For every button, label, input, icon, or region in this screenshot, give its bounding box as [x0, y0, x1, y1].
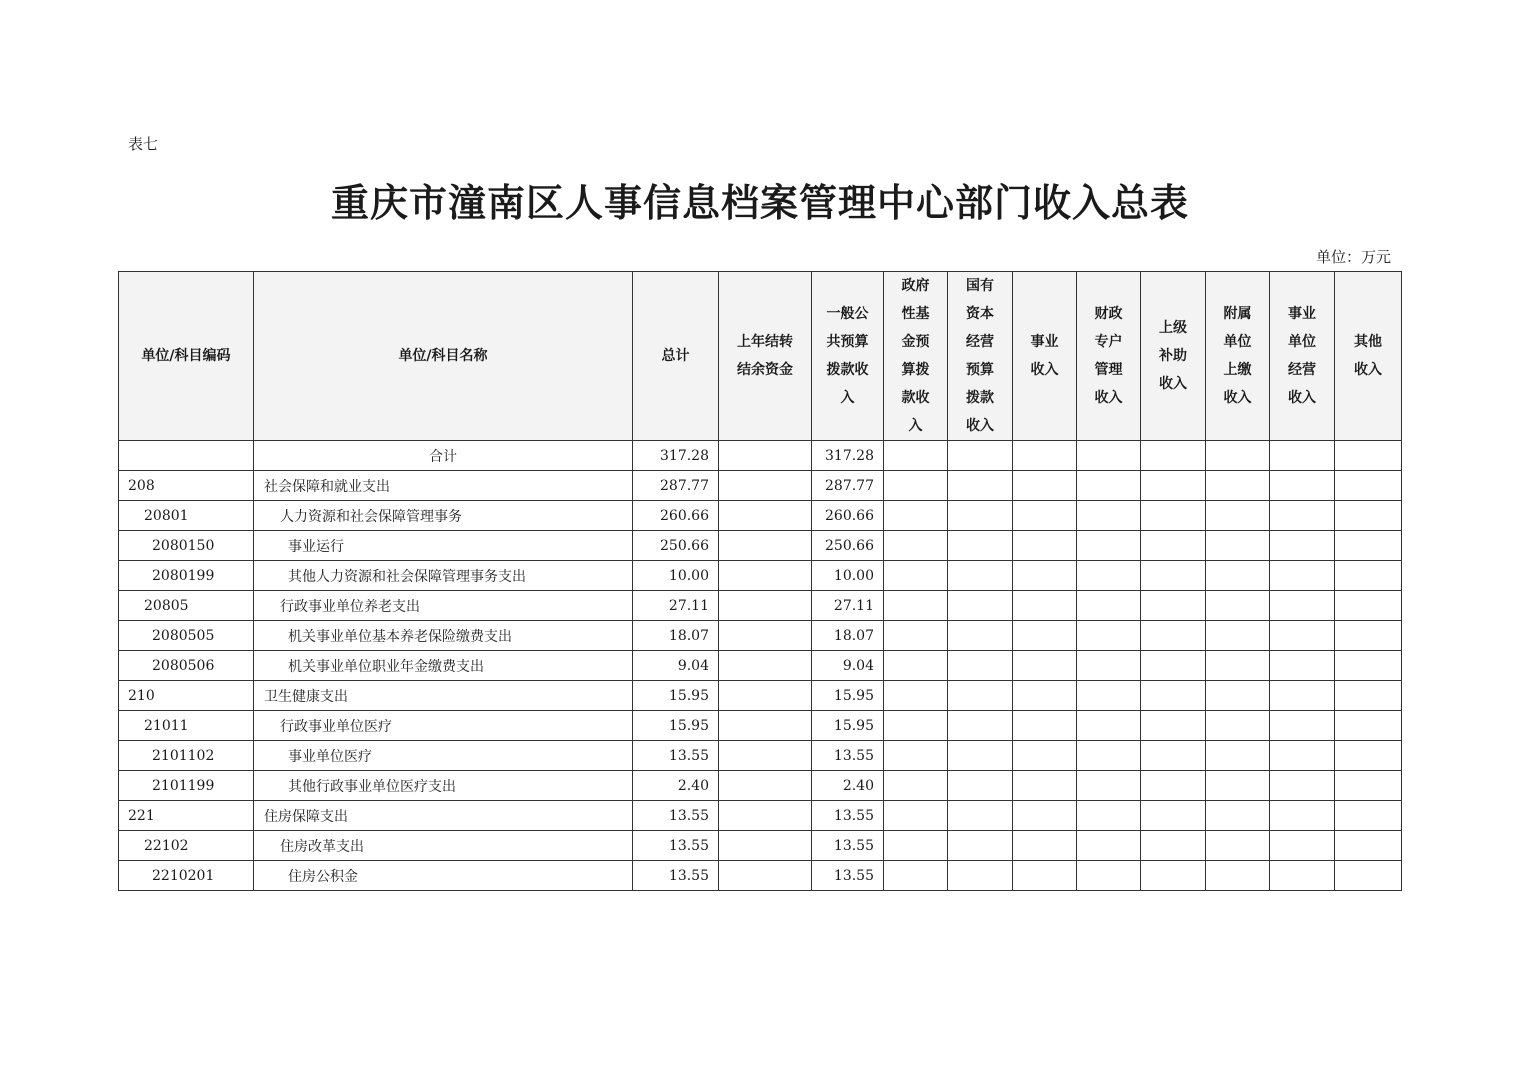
empty-cell: [1141, 861, 1206, 891]
empty-cell: [1270, 531, 1335, 561]
empty-cell: [1141, 831, 1206, 861]
total-cell: 10.00: [633, 561, 719, 591]
empty-cell: [948, 561, 1013, 591]
header-special-account: 财政专户管理收入: [1077, 272, 1141, 441]
empty-cell: [1141, 441, 1206, 471]
empty-cell: [1206, 861, 1270, 891]
empty-cell: [719, 501, 812, 531]
empty-cell: [1141, 741, 1206, 771]
total-cell: 15.95: [633, 681, 719, 711]
empty-cell: [1077, 711, 1141, 741]
empty-cell: [948, 801, 1013, 831]
name-cell: 行政事业单位养老支出: [254, 591, 633, 621]
total-total-cell: 317.28: [633, 441, 719, 471]
empty-cell: [1270, 831, 1335, 861]
name-cell: 其他行政事业单位医疗支出: [254, 771, 633, 801]
general-budget-cell: 287.77: [812, 471, 884, 501]
empty-cell: [884, 741, 948, 771]
empty-cell: [1335, 621, 1402, 651]
empty-cell: [1013, 561, 1077, 591]
total-cell: 27.11: [633, 591, 719, 621]
total-cell: 2.40: [633, 771, 719, 801]
code-cell: 20805: [119, 591, 254, 621]
table-row: [119, 711, 1402, 741]
empty-cell: [948, 741, 1013, 771]
empty-cell: [1206, 651, 1270, 681]
empty-cell: [1141, 801, 1206, 831]
empty-cell: [1335, 741, 1402, 771]
empty-cell: [884, 831, 948, 861]
empty-cell: [1077, 861, 1141, 891]
empty-cell: [1077, 621, 1141, 651]
code-cell: 2080199: [119, 561, 254, 591]
header-code: 单位/科目编码: [119, 272, 254, 441]
empty-cell: [719, 861, 812, 891]
empty-cell: [884, 471, 948, 501]
header-carryover: 上年结转结余资金: [719, 272, 812, 441]
code-cell: 21011: [119, 711, 254, 741]
empty-cell: [1270, 741, 1335, 771]
table-number-label: 表七: [128, 135, 159, 153]
empty-cell: [884, 681, 948, 711]
empty-cell: [1270, 651, 1335, 681]
empty-cell: [1206, 471, 1270, 501]
general-budget-cell: 15.95: [812, 681, 884, 711]
empty-cell: [1013, 711, 1077, 741]
empty-cell: [1270, 561, 1335, 591]
empty-cell: [884, 711, 948, 741]
total-code-cell: [119, 441, 254, 471]
table-row: [119, 561, 1402, 591]
empty-cell: [1077, 591, 1141, 621]
total-cell: 15.95: [633, 711, 719, 741]
empty-cell: [884, 591, 948, 621]
empty-cell: [1270, 711, 1335, 741]
empty-cell: [1141, 531, 1206, 561]
total-cell: 250.66: [633, 531, 719, 561]
name-cell: 行政事业单位医疗: [254, 711, 633, 741]
empty-cell: [948, 471, 1013, 501]
empty-cell: [1206, 711, 1270, 741]
empty-cell: [1013, 441, 1077, 471]
empty-cell: [884, 651, 948, 681]
empty-cell: [1270, 441, 1335, 471]
general-budget-cell: 18.07: [812, 621, 884, 651]
empty-cell: [1013, 741, 1077, 771]
name-cell: 住房保障支出: [254, 801, 633, 831]
income-table: [118, 271, 1402, 891]
name-cell: 社会保障和就业支出: [254, 471, 633, 501]
empty-cell: [1335, 771, 1402, 801]
empty-cell: [1077, 681, 1141, 711]
table-row: [119, 741, 1402, 771]
name-cell: 事业单位医疗: [254, 741, 633, 771]
empty-cell: [1077, 771, 1141, 801]
empty-cell: [719, 651, 812, 681]
empty-cell: [719, 831, 812, 861]
empty-cell: [1141, 621, 1206, 651]
code-cell: 210: [119, 681, 254, 711]
empty-cell: [1013, 771, 1077, 801]
empty-cell: [1077, 651, 1141, 681]
header-affiliate-remit: 附属单位上缴收入: [1206, 272, 1270, 441]
empty-cell: [1141, 561, 1206, 591]
empty-cell: [884, 501, 948, 531]
empty-cell: [719, 771, 812, 801]
total-cell: 13.55: [633, 741, 719, 771]
table-row: [119, 621, 1402, 651]
empty-cell: [1013, 831, 1077, 861]
name-cell: 其他人力资源和社会保障管理事务支出: [254, 561, 633, 591]
total-row: [119, 441, 1402, 471]
empty-cell: [1141, 711, 1206, 741]
empty-cell: [884, 531, 948, 561]
empty-cell: [1077, 561, 1141, 591]
empty-cell: [948, 831, 1013, 861]
total-cell: 18.07: [633, 621, 719, 651]
empty-cell: [1141, 681, 1206, 711]
table-row: [119, 831, 1402, 861]
empty-cell: [884, 771, 948, 801]
empty-cell: [948, 501, 1013, 531]
empty-cell: [1077, 741, 1141, 771]
table-row: [119, 771, 1402, 801]
empty-cell: [948, 771, 1013, 801]
empty-cell: [948, 621, 1013, 651]
empty-cell: [948, 651, 1013, 681]
name-cell: 人力资源和社会保障管理事务: [254, 501, 633, 531]
empty-cell: [1013, 681, 1077, 711]
empty-cell: [1335, 831, 1402, 861]
empty-cell: [1270, 861, 1335, 891]
empty-cell: [948, 861, 1013, 891]
empty-cell: [1270, 621, 1335, 651]
total-cell: 260.66: [633, 501, 719, 531]
empty-cell: [719, 801, 812, 831]
empty-cell: [948, 531, 1013, 561]
empty-cell: [948, 681, 1013, 711]
table-row: [119, 591, 1402, 621]
empty-cell: [1270, 681, 1335, 711]
empty-cell: [1206, 501, 1270, 531]
empty-cell: [1206, 741, 1270, 771]
name-cell: 住房改革支出: [254, 831, 633, 861]
empty-cell: [1270, 771, 1335, 801]
empty-cell: [719, 471, 812, 501]
header-operating-income: 事业单位经营收入: [1270, 272, 1335, 441]
empty-cell: [1141, 471, 1206, 501]
empty-cell: [1206, 531, 1270, 561]
name-cell: 卫生健康支出: [254, 681, 633, 711]
header-general-budget: 一般公共预算拨款收入: [812, 272, 884, 441]
empty-cell: [1206, 561, 1270, 591]
empty-cell: [1270, 801, 1335, 831]
empty-cell: [1335, 651, 1402, 681]
general-budget-cell: 250.66: [812, 531, 884, 561]
header-gov-fund: 政府性基金预算拨款收入: [884, 272, 948, 441]
total-cell: 13.55: [633, 861, 719, 891]
general-budget-cell: 13.55: [812, 801, 884, 831]
empty-cell: [884, 561, 948, 591]
total-cell: 13.55: [633, 831, 719, 861]
code-cell: 2101102: [119, 741, 254, 771]
empty-cell: [1335, 561, 1402, 591]
empty-cell: [1270, 501, 1335, 531]
empty-cell: [1206, 681, 1270, 711]
empty-cell: [719, 681, 812, 711]
empty-cell: [1013, 801, 1077, 831]
header-state-capital: 国有资本经营预算拨款收入: [948, 272, 1013, 441]
empty-cell: [1013, 591, 1077, 621]
empty-cell: [1335, 471, 1402, 501]
empty-cell: [719, 531, 812, 561]
total-general-cell: 317.28: [812, 441, 884, 471]
general-budget-cell: 10.00: [812, 561, 884, 591]
empty-cell: [1335, 501, 1402, 531]
header-row: [119, 272, 1402, 441]
empty-cell: [1013, 471, 1077, 501]
general-budget-cell: 15.95: [812, 711, 884, 741]
empty-cell: [1077, 831, 1141, 861]
header-name: 单位/科目名称: [254, 272, 633, 441]
empty-cell: [948, 711, 1013, 741]
empty-cell: [1335, 861, 1402, 891]
name-cell: 机关事业单位基本养老保险缴费支出: [254, 621, 633, 651]
empty-cell: [1206, 831, 1270, 861]
empty-cell: [1077, 471, 1141, 501]
general-budget-cell: 9.04: [812, 651, 884, 681]
empty-cell: [1013, 531, 1077, 561]
code-cell: 2080150: [119, 531, 254, 561]
general-budget-cell: 13.55: [812, 741, 884, 771]
empty-cell: [1335, 591, 1402, 621]
table-row: [119, 861, 1402, 891]
empty-cell: [1013, 651, 1077, 681]
header-other-income: 其他收入: [1335, 272, 1402, 441]
code-cell: 2080506: [119, 651, 254, 681]
empty-cell: [884, 861, 948, 891]
general-budget-cell: 13.55: [812, 861, 884, 891]
empty-cell: [1206, 771, 1270, 801]
empty-cell: [1335, 681, 1402, 711]
total-cell: 287.77: [633, 471, 719, 501]
table-row: [119, 651, 1402, 681]
total-cell: 9.04: [633, 651, 719, 681]
empty-cell: [1206, 591, 1270, 621]
general-budget-cell: 27.11: [812, 591, 884, 621]
empty-cell: [1335, 801, 1402, 831]
empty-cell: [1013, 501, 1077, 531]
empty-cell: [948, 441, 1013, 471]
empty-cell: [1141, 771, 1206, 801]
unit-label: 单位：万元: [1315, 248, 1391, 266]
general-budget-cell: 260.66: [812, 501, 884, 531]
empty-cell: [719, 591, 812, 621]
table-row: [119, 531, 1402, 561]
empty-cell: [1335, 531, 1402, 561]
empty-cell: [948, 591, 1013, 621]
name-cell: 事业运行: [254, 531, 633, 561]
empty-cell: [884, 801, 948, 831]
empty-cell: [1013, 621, 1077, 651]
empty-cell: [1077, 501, 1141, 531]
code-cell: 221: [119, 801, 254, 831]
empty-cell: [1077, 441, 1141, 471]
empty-cell: [719, 741, 812, 771]
page-title: 重庆市潼南区人事信息档案管理中心部门收入总表: [330, 180, 1189, 225]
code-cell: 208: [119, 471, 254, 501]
empty-cell: [1141, 651, 1206, 681]
general-budget-cell: 2.40: [812, 771, 884, 801]
total-cell: 13.55: [633, 801, 719, 831]
header-superior-subsidy: 上级补助收入: [1141, 272, 1206, 441]
empty-cell: [719, 561, 812, 591]
code-cell: 2210201: [119, 861, 254, 891]
empty-cell: [1270, 471, 1335, 501]
total-label-cell: 合计: [254, 441, 633, 471]
empty-cell: [1206, 801, 1270, 831]
empty-cell: [1270, 591, 1335, 621]
empty-cell: [1206, 621, 1270, 651]
empty-cell: [1141, 501, 1206, 531]
table-row: [119, 801, 1402, 831]
empty-cell: [1335, 441, 1402, 471]
header-total: 总计: [633, 272, 719, 441]
name-cell: 住房公积金: [254, 861, 633, 891]
empty-cell: [719, 441, 812, 471]
empty-cell: [1077, 531, 1141, 561]
table-row: [119, 471, 1402, 501]
table-row: [119, 501, 1402, 531]
code-cell: 2080505: [119, 621, 254, 651]
empty-cell: [1013, 861, 1077, 891]
general-budget-cell: 13.55: [812, 831, 884, 861]
empty-cell: [884, 621, 948, 651]
empty-cell: [719, 621, 812, 651]
empty-cell: [1206, 441, 1270, 471]
code-cell: 2101199: [119, 771, 254, 801]
name-cell: 机关事业单位职业年金缴费支出: [254, 651, 633, 681]
empty-cell: [1077, 801, 1141, 831]
empty-cell: [884, 441, 948, 471]
empty-cell: [1335, 711, 1402, 741]
table-row: [119, 681, 1402, 711]
code-cell: 22102: [119, 831, 254, 861]
empty-cell: [719, 711, 812, 741]
empty-cell: [1141, 591, 1206, 621]
header-business-income: 事业收入: [1013, 272, 1077, 441]
code-cell: 20801: [119, 501, 254, 531]
